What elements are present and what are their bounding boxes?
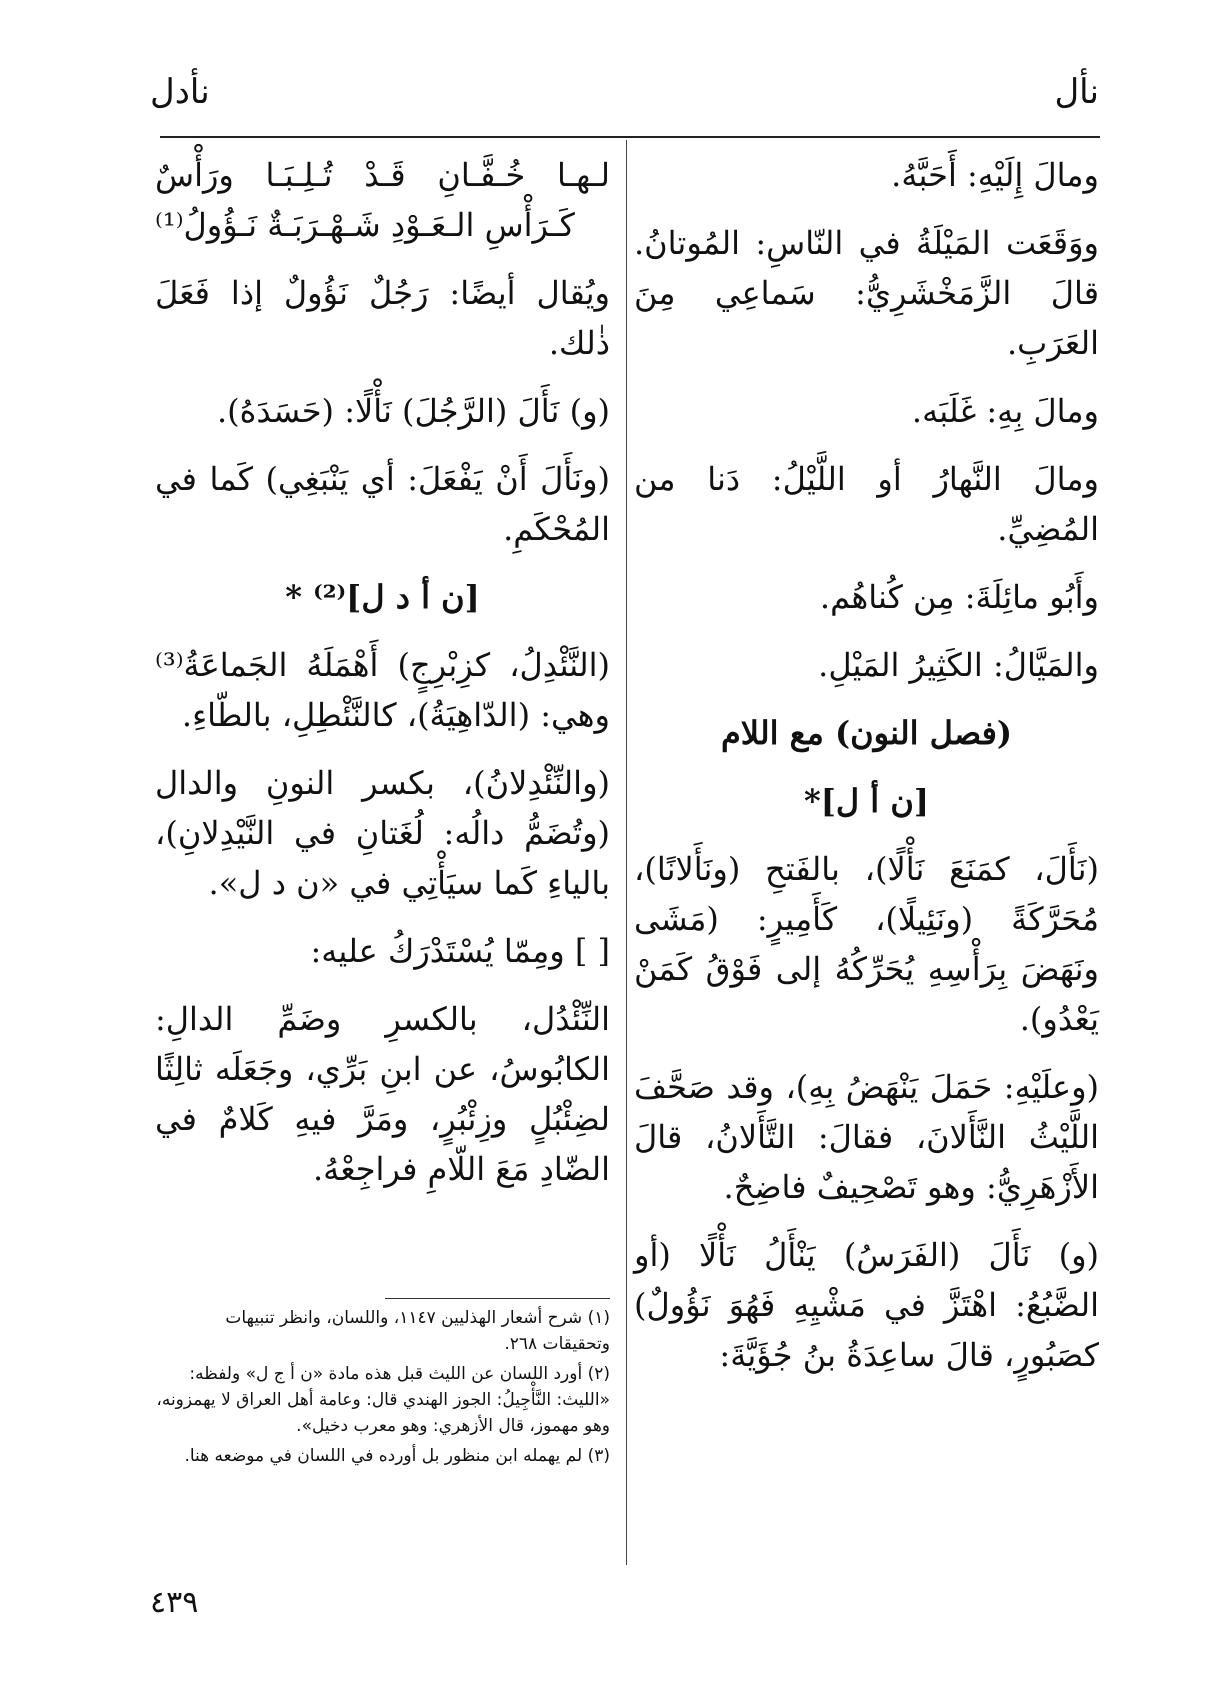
entry-paragraph: (ونَأَلَ أَنْ يَفْعَلَ: أي يَنْبَغِي) كَما في المُحْكَمِ. <box>155 460 610 548</box>
verse-hemistich-2: كَـرَأْسِ الـعَـوْدِ شَـهْـرَبَـةٌ نَـؤُولُ⁽¹⁾ <box>155 206 575 244</box>
running-header-right: نأل <box>1054 72 1099 112</box>
entry-paragraph: (نَأَلَ، كمَنَعَ نَأْلًا)، بالفَتحِ (ونَأَلانًا)، مُحَرَّكَةً (ونَئِيلًا)، كَأَمِيرٍ: (مَشَى ونَهَضَ بِرَأْسِهِ يُحَرِّكُهُ إلى فَوْقُ كَمَنْ يَعْدُو). <box>634 850 1099 1038</box>
column-divider <box>626 140 627 1565</box>
entry-paragraph: [ ] ومِمّا يُسْتَدْرَكُ عليه: <box>310 932 610 970</box>
entry-paragraph: ويُقال أيضًا: رَجُلٌ نَؤُولٌ إذا فَعَلَ ذٰلك. <box>155 274 610 362</box>
entry-paragraph: وأَبُو مائِلَةَ: مِن كُناهُم. <box>819 578 1099 616</box>
footnote-rule <box>385 1298 610 1299</box>
entry-paragraph: ووَقَعَت المَيْلَةُ في النّاسِ: المُوتانُ. قالَ الزَّمَخْشَرِيُّ: سَماعِي مِنَ العَرَبِ. <box>634 224 1099 362</box>
entry-paragraph: والمَيَّالُ: الكَثِيرُ المَيْلِ. <box>818 646 1099 684</box>
left-column <box>155 150 610 1212</box>
running-header-left: نأدل <box>150 72 210 112</box>
section-heading: (فصل النون) مع اللام <box>720 714 1013 752</box>
entry-paragraph: (و) نَأَلَ (الرَّجُلَ) نَأْلًا: (حَسَدَهُ). <box>216 392 610 430</box>
footnote: (٢) أورد اللسان عن الليث قبل هذه مادة «ن أ ج ل» ولفظه: «الليث: النَّأْجِيلُ: الجوز الهندي قال: وعامة أهل العراق لا يهمزونه، وهو مهموز، قال الأزهري: وهو معرب دخيل». <box>156 1364 610 1436</box>
entry-paragraph: ومالَ النَّهارُ أو اللَّيْلُ: دَنا من المُضِيِّ. <box>634 460 1099 548</box>
page-number: ٤٣٩ <box>150 1585 199 1620</box>
entry-paragraph: (النَّئْدِلُ، كزِبْرِجٍ) أَهْمَلَهُ الجَماعَةُ⁽³⁾ وهي: (الدّاهِيَةُ)، كالنَّئْطِلِ، بالطّاءِ. <box>155 646 610 734</box>
verse-hemistich-1: لـهـا خُـفَّـانِ قَـدْ تُـلِـبَـا ورَأْسٌ <box>155 156 610 194</box>
right-column <box>634 150 1099 1398</box>
footnote: (٣) لم يهمله ابن منظور بل أورده في اللسان في موضعه هنا. <box>184 1446 610 1466</box>
root-heading: [ن أ د ل]⁽²⁾ * <box>285 578 480 616</box>
entry-paragraph: ومالَ إِلَيْهِ: أَحَبَّهُ. <box>891 156 1099 194</box>
root-heading: [ن أ ل]* <box>804 782 929 820</box>
entry-paragraph: (والنِّئْدِلانُ)، بكسر النونِ والدال (وتُضَمُّ دالُه: لُغَتانِ في النَّيْدِلانِ)، بالياءِ كَما سيَأْتِي في «ن د ل». <box>155 764 610 902</box>
entry-paragraph: (و) نَأَلَ (الفَرَسُ) يَنْأَلُ نَأْلًا (أو الضَّبُعُ: اهْتَزَّ في مَشْيِهِ فَهُوَ نَؤُولٌ) كصَبُورٍ، قالَ ساعِدَةُ بنُ جُؤَيَّةَ: <box>634 1236 1099 1374</box>
header-rule <box>160 136 1100 138</box>
entry-paragraph: ومالَ بِهِ: غَلَبَه. <box>911 392 1099 430</box>
entry-paragraph: النِّئْدُل، بالكسرِ وضَمِّ الدالِ: الكابُوسُ، عن ابنِ بَرِّي، وجَعَلَه ثالِثًا لضِئْبُلٍ وزِئْبُرٍ، ومَرَّ فيهِ كَلامٌ في الضّادِ مَعَ اللّامِ فراجِعْهُ. <box>155 1000 610 1188</box>
entry-paragraph: (وعلَيْهِ: حَمَلَ يَنْهَضُ بِهِ)، وقد صَحَّفَ اللَّيْثُ النَّأَلانَ، فقالَ: التَّأَلانُ، قالَ الأَزْهَرِيُّ: وهو تَصْحِيفٌ فاضِحٌ. <box>634 1068 1099 1206</box>
footnotes <box>155 1305 610 1473</box>
footnote: (١) شرح أشعار الهذليين ١١٤٧، واللسان، وانظر تنبيهات وتحقيقات ٢٦٨. <box>225 1308 610 1354</box>
